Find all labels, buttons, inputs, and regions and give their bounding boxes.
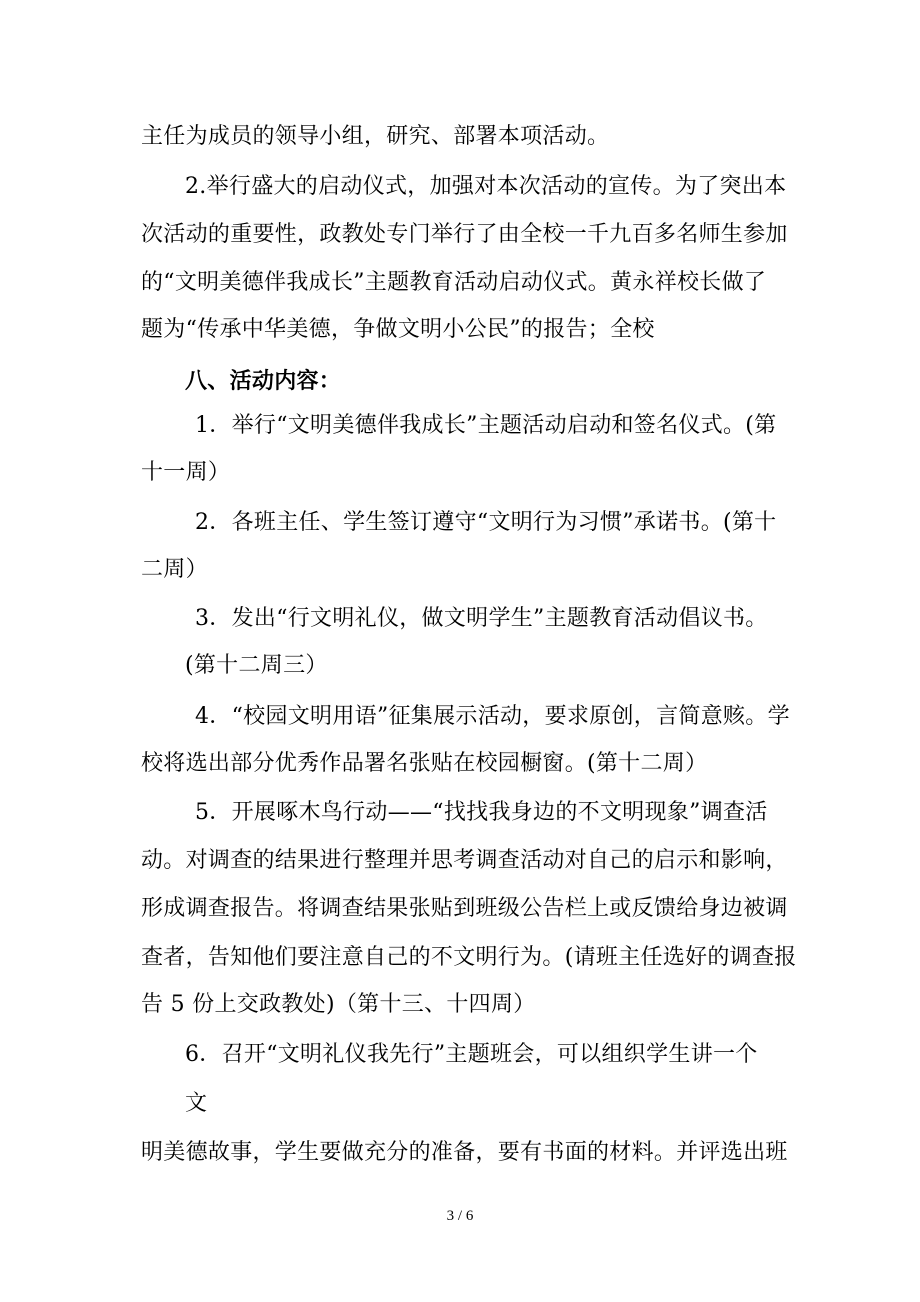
text-line: 6．召开“文明礼仪我先行”主题班会，可以组织学生讲一个 <box>185 1042 758 1067</box>
text-line: 2.举行盛大的启动仪式，加强对本次活动的宣传。为了突出本 <box>185 174 787 199</box>
text-line: 题为“传承中华美德，争做文明小公民”的报告；全校 <box>141 317 655 342</box>
text-line: 的“文明美德伴我成长”主题教育活动启动仪式。黄永祥校长做了 <box>141 270 767 295</box>
text-line: 主任为成员的领导小组，研究、部署本项活动。 <box>141 124 610 149</box>
text-line: 3．发出“行文明礼仪，做文明学生”主题教育活动倡议书。 <box>195 606 768 631</box>
text-line: 告 5 份上交政教处)（第十三、十四周） <box>141 992 536 1017</box>
page-number: 3 / 6 <box>446 1208 474 1224</box>
text-line: 查者，告知他们要注意自己的不文明行为。(请班主任选好的调查报 <box>141 945 797 970</box>
text-line: 动。对调查的结果进行整理并思考调查活动对自己的启示和影响， <box>141 848 788 873</box>
text-line: 5．开展啄木鸟行动——“找找我身边的不文明现象”调查活 <box>195 800 768 825</box>
text-line: (第十二周三） <box>185 653 328 678</box>
text-line: 二周） <box>141 557 208 582</box>
text-line: 文 <box>185 1091 208 1116</box>
text-line: 十一周） <box>141 460 231 485</box>
text-line: 校将选出部分优秀作品署名张贴在校园橱窗。(第十二周） <box>141 751 708 776</box>
text-line: 次活动的重要性，政教处专门举行了由全校一千九百多名师生参加 <box>141 222 788 247</box>
section-heading: 八、活动内容： <box>185 368 342 394</box>
text-line: 2．各班主任、学生签订遵守“文明行为习惯”承诺书。(第十 <box>195 510 777 535</box>
text-line: 1．举行“文明美德伴我成长”主题活动启动和签名仪式。(第 <box>195 413 777 438</box>
text-line: 形成调查报告。将调查结果张贴到班级公告栏上或反馈给身边被调 <box>141 896 788 921</box>
text-line: 明美德故事，学生要做充分的准备，要有书面的材料。并评选出班 <box>141 1140 788 1165</box>
text-line: 4．“校园文明用语”征集展示活动，要求原创，言简意赅。学 <box>195 704 790 729</box>
